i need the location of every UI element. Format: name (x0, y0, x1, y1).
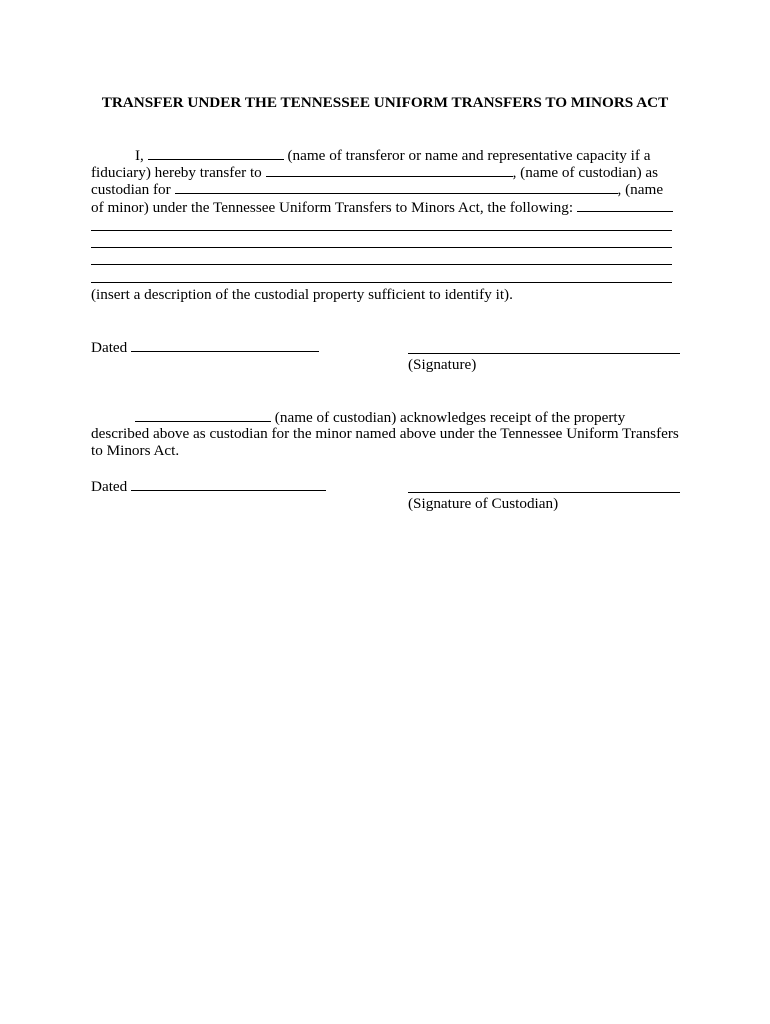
property-description-line-3[interactable] (91, 264, 672, 265)
ack-text-1: (name of custodian) acknowledges receipt of the property (274, 409, 626, 426)
signature-line[interactable] (408, 353, 680, 354)
date-blank-1[interactable] (131, 338, 319, 352)
property-description-line-1[interactable] (91, 230, 672, 231)
ack-line-1 (135, 408, 625, 426)
custodian-signature-line[interactable] (408, 492, 680, 493)
property-description-line-4[interactable] (91, 282, 672, 283)
document-title: TRANSFER UNDER THE TENNESSEE UNIFORM TRANSFERS TO MINORS ACT (101, 94, 669, 111)
custodian-hint: , (name of custodian) as (512, 164, 659, 181)
property-blank-start[interactable] (577, 198, 673, 212)
dated-label: Dated (91, 339, 128, 356)
transfer-line-1 (135, 146, 651, 164)
custodian-signature-label: (Signature of Custodian) (408, 495, 559, 512)
dated-line-2 (91, 477, 326, 495)
transferor-hint: (name of transferor or name and representative capacity if a (287, 147, 651, 164)
ack-line-2: described above as custodian for the minor named above under the Tennessee Uniform Transfers (91, 425, 679, 442)
transfer-line-2 (91, 163, 658, 181)
minor-hint: , (name (617, 181, 664, 198)
transfer-line-3 (91, 180, 663, 198)
under-act-text: of minor) under the Tennessee Uniform Transfers to Minors Act, the following: (91, 199, 574, 216)
property-note: (insert a description of the custodial property sufficient to identify it). (91, 286, 513, 303)
custodian-ack-blank[interactable] (135, 408, 271, 422)
signature-label: (Signature) (408, 356, 477, 373)
transfer-line-4 (91, 198, 673, 216)
dated-line-1 (91, 338, 319, 356)
transfer-i-label: I, (135, 147, 144, 164)
ack-line-3: to Minors Act. (91, 442, 180, 459)
date-blank-2[interactable] (131, 477, 326, 491)
minor-name-blank[interactable] (175, 180, 618, 194)
transfer-to-label: fiduciary) hereby transfer to (91, 164, 262, 181)
property-description-line-2[interactable] (91, 247, 672, 248)
custodian-for-label: custodian for (91, 181, 171, 198)
custodian-name-blank[interactable] (266, 163, 513, 177)
transferor-name-blank[interactable] (148, 146, 284, 160)
dated-label-2: Dated (91, 478, 128, 495)
